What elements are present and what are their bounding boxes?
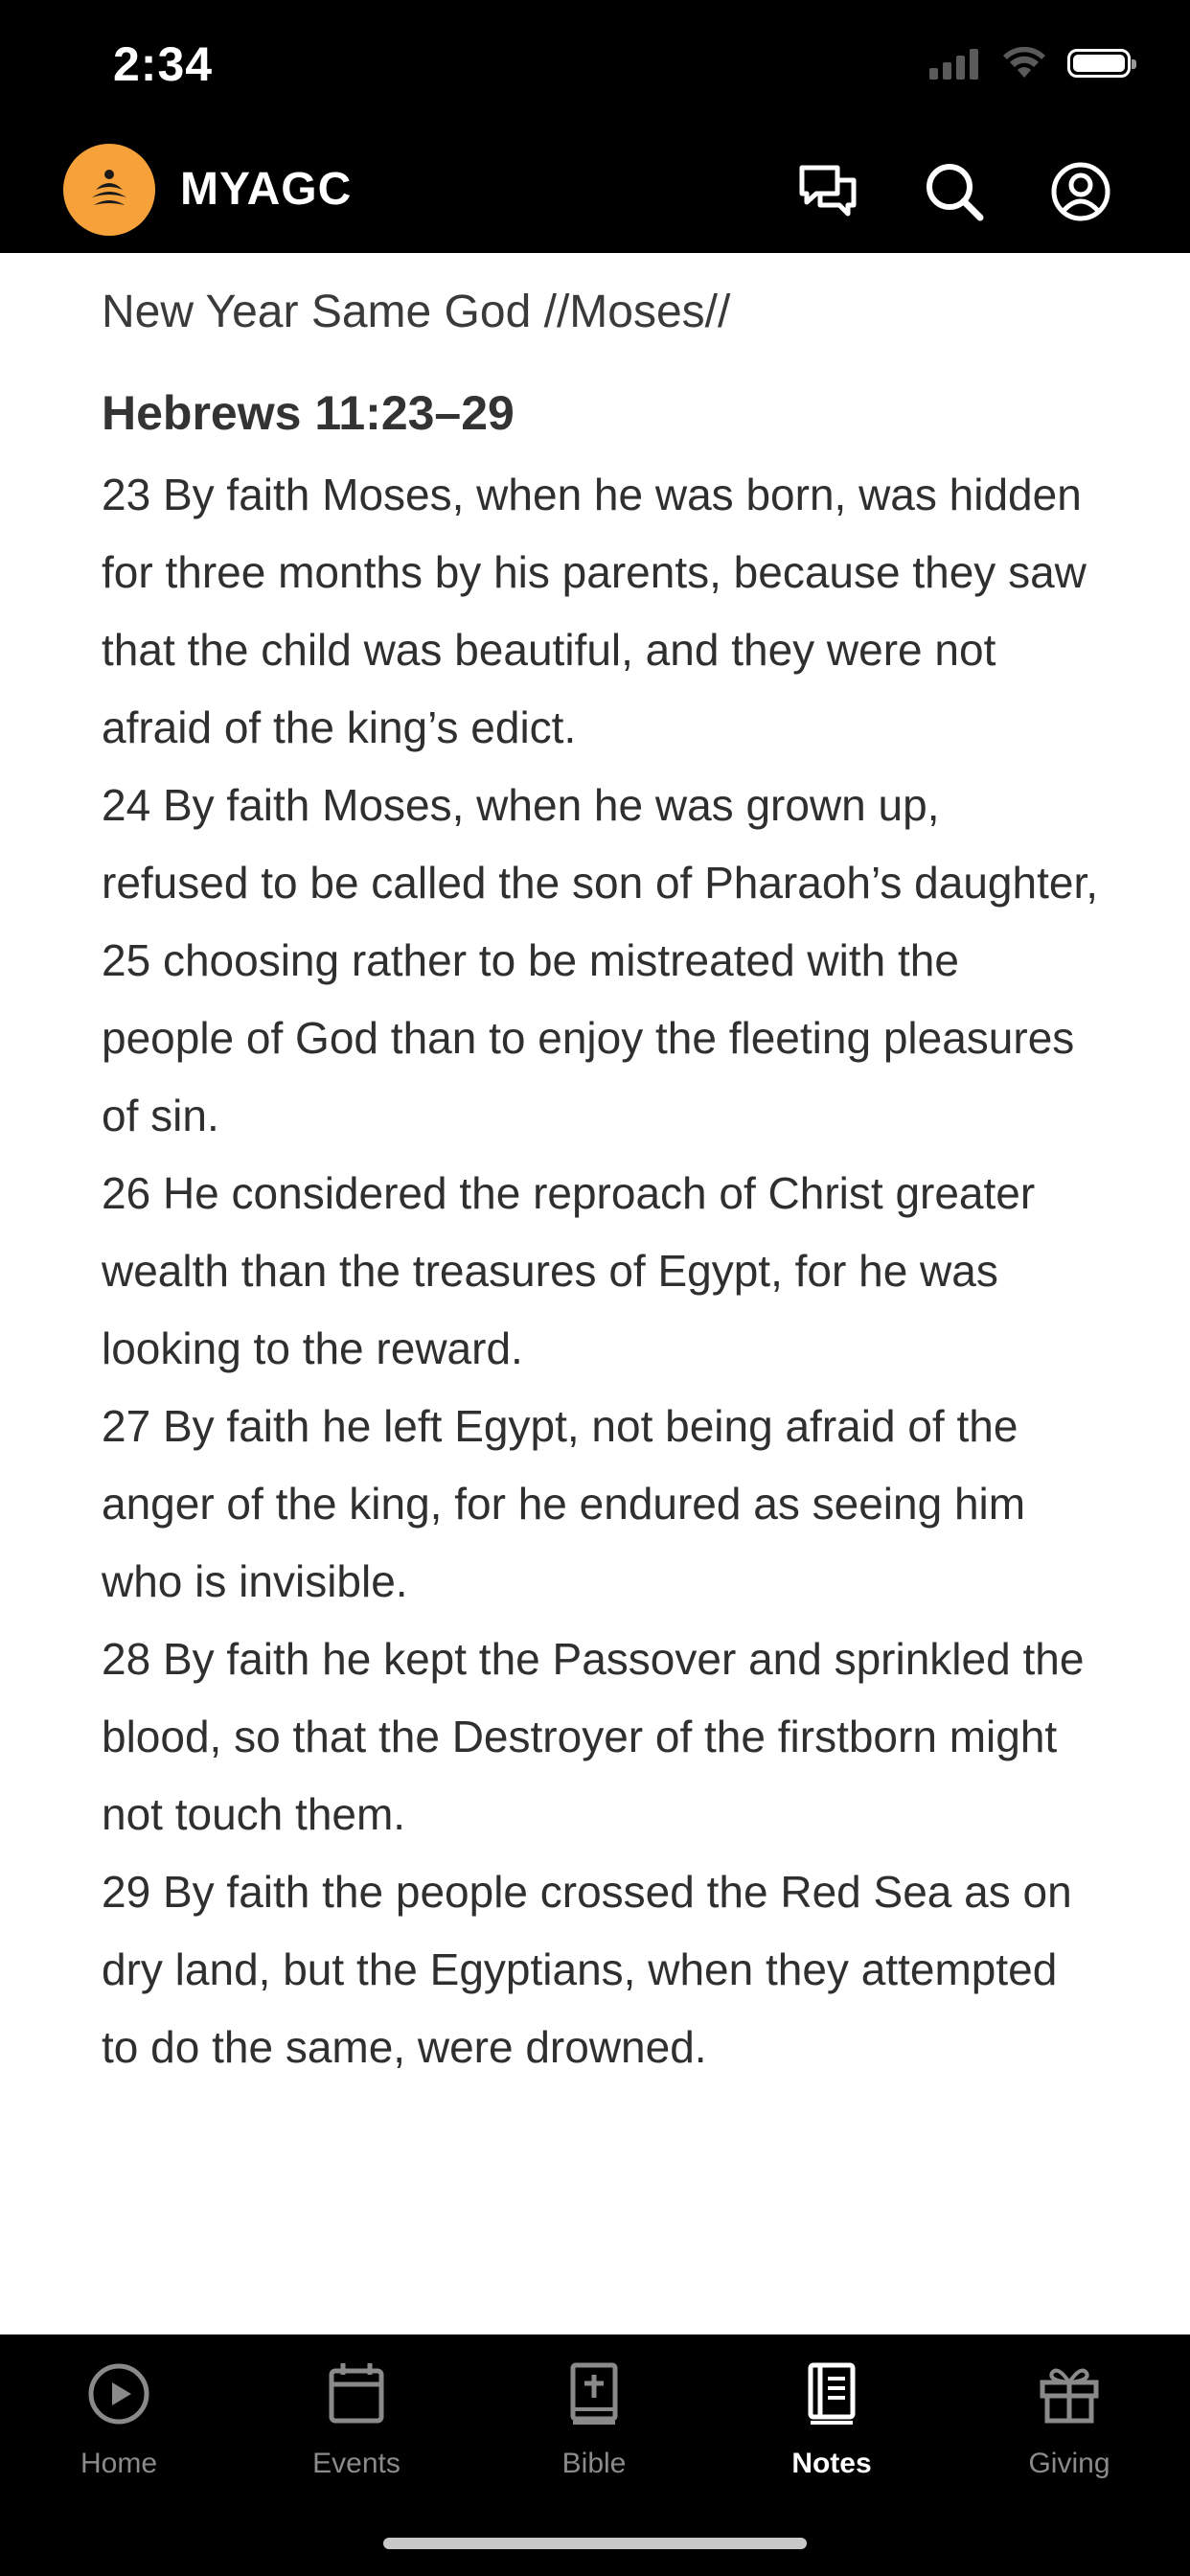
tab-notes[interactable]	[713, 2359, 950, 2503]
notes-icon	[797, 2359, 866, 2428]
app-title: MYAGC	[180, 164, 353, 215]
app-header	[0, 0, 1190, 253]
note-content[interactable]	[0, 253, 1190, 2334]
chat-button[interactable]	[791, 155, 864, 228]
gift-icon	[1035, 2359, 1104, 2428]
wifi-icon	[1002, 47, 1046, 80]
status-icons	[929, 44, 1131, 82]
verse: 29 By faith the people crossed the Red Sea as on dry land, but the Egyptians, when they attempted to do the same, were drowned.	[102, 1867, 1072, 2072]
calendar-icon	[322, 2359, 391, 2428]
status-time: 2:34	[113, 37, 214, 91]
app-logo[interactable]	[63, 144, 155, 236]
verse: 25 choosing rather to be mistreated with the people of God than to enjoy the fleeting pleasures of sin.	[102, 935, 1075, 1140]
tab-bible[interactable]	[475, 2359, 713, 2503]
verse: 28 By faith he kept the Passover and sprinkled the blood, so that the Destroyer of the firstborn might not touch them.	[102, 1634, 1085, 1839]
verse: 26 He considered the reproach of Christ greater wealth than the treasures of Egypt, for he was looking to the reward.	[102, 1168, 1036, 1373]
home-indicator[interactable]	[383, 2538, 807, 2549]
verse: 24 By faith Moses, when he was grown up, refused to be called the son of Pharaoh’s daughter,	[102, 780, 1099, 908]
account-icon	[1050, 161, 1111, 222]
bible-icon	[560, 2359, 629, 2428]
play-circle-icon	[84, 2359, 153, 2428]
scripture-passage	[102, 456, 1098, 2086]
tab-bible-label: Bible	[561, 2448, 627, 2479]
tab-giving-label: Giving	[1028, 2448, 1110, 2479]
note-title: New Year Same God //Moses//	[102, 287, 731, 337]
cellular-signal-icon	[929, 47, 983, 80]
tab-home-label: Home	[80, 2448, 158, 2479]
tab-notes-label: Notes	[791, 2448, 872, 2479]
search-button[interactable]	[918, 155, 991, 228]
chat-icon	[797, 163, 858, 220]
verse: 27 By faith he left Egypt, not being afraid of the anger of the king, for he endured as seeing him who is invisible.	[102, 1401, 1026, 1606]
tab-home[interactable]	[0, 2359, 238, 2503]
verse: 23 By faith Moses, when he was born, was hidden for three months by his parents, because they saw that the child was beautiful, and they were not afraid of the king’s edict.	[102, 470, 1087, 752]
tab-events[interactable]	[238, 2359, 475, 2503]
battery-icon	[1067, 49, 1131, 78]
account-button[interactable]	[1044, 155, 1117, 228]
passage-reference[interactable]: Hebrews 11:23–29	[102, 386, 515, 440]
search-icon	[924, 161, 985, 222]
church-logo-icon	[82, 163, 136, 217]
tab-giving[interactable]	[950, 2359, 1188, 2503]
tab-events-label: Events	[312, 2448, 400, 2479]
